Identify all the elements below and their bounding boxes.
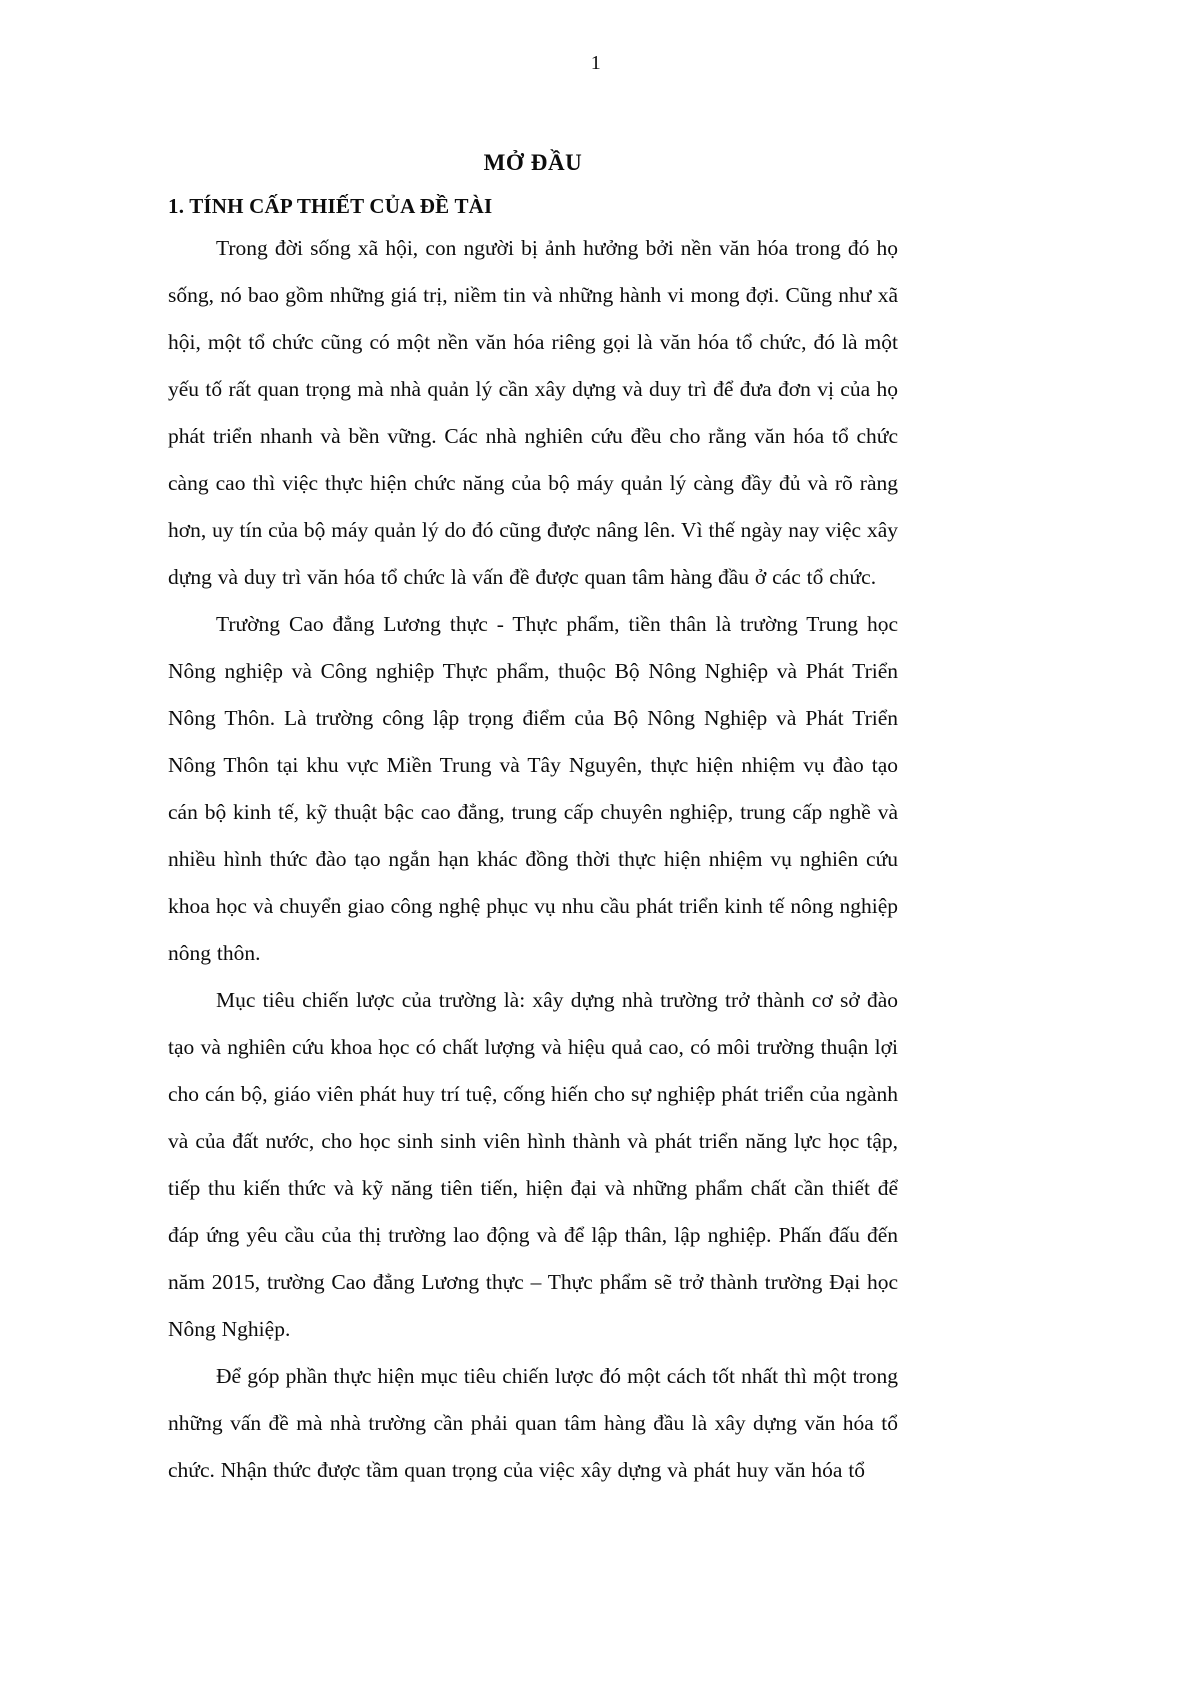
page-number: 1 xyxy=(590,52,602,74)
page-title: MỞ ĐẦU xyxy=(483,150,583,175)
paragraph: Mục tiêu chiến lược của trường là: xây dựng nhà trường trở thành cơ sở đào tạo và nghiên cứu khoa học có chất lượng và hiệu quả cao, có môi trường thuận lợi cho cán bộ, giáo viên phát huy trí tuệ, cống hiến cho sự nghiệp phát triển của ngành và của đất nước, cho học sinh sinh viên hình thành và phát triển năng lực học tập, tiếp thu kiến thức và kỹ năng tiên tiến, hiện đại và những phẩm chất cần thiết để đáp ứng yêu cầu của thị trường lao động và để lập thân, lập nghiệp. Phấn đấu đến năm 2015, trường Cao đẳng Lương thực – Thực phẩm sẽ trở thành trường Đại học Nông Nghiệp. xyxy=(168,988,898,1341)
section-heading: 1. TÍNH CẤP THIẾT CỦA ĐỀ TÀI xyxy=(168,194,493,218)
page-content xyxy=(168,150,898,1494)
paragraph: Để góp phần thực hiện mục tiêu chiến lược đó một cách tốt nhất thì một trong những vấn đề mà nhà trường cần phải quan tâm hàng đầu là xây dựng văn hóa tổ chức. Nhận thức được tầm quan trọng của việc xây dựng và phát huy văn hóa tổ xyxy=(168,1364,898,1482)
paragraph: Trong đời sống xã hội, con người bị ảnh hưởng bởi nền văn hóa trong đó họ sống, nó bao gồm những giá trị, niềm tin và những hành vi mong đợi. Cũng như xã hội, một tổ chức cũng có một nền văn hóa riêng gọi là văn hóa tổ chức, đó là một yếu tố rất quan trọng mà nhà quản lý cần xây dựng và duy trì để đưa đơn vị của họ phát triển nhanh và bền vững. Các nhà nghiên cứu đều cho rằng văn hóa tổ chức càng cao thì việc thực hiện chức năng của bộ máy quản lý càng đầy đủ và rõ ràng hơn, uy tín của bộ máy quản lý do đó cũng được nâng lên. Vì thế ngày nay việc xây dựng và duy trì văn hóa tổ chức là vấn đề được quan tâm hàng đầu ở các tổ chức. xyxy=(168,236,898,589)
paragraph: Trường Cao đẳng Lương thực - Thực phẩm, tiền thân là trường Trung học Nông nghiệp và Công nghiệp Thực phẩm, thuộc Bộ Nông Nghiệp và Phát Triển Nông Thôn. Là trường công lập trọng điểm của Bộ Nông Nghiệp và Phát Triển Nông Thôn tại khu vực Miền Trung và Tây Nguyên, thực hiện nhiệm vụ đào tạo cán bộ kinh tế, kỹ thuật bậc cao đẳng, trung cấp chuyên nghiệp, trung cấp nghề và nhiều hình thức đào tạo ngắn hạn khác đồng thời thực hiện nhiệm vụ nghiên cứu khoa học và chuyển giao công nghệ phục vụ nhu cầu phát triển kinh tế nông nghiệp nông thôn. xyxy=(168,612,898,965)
